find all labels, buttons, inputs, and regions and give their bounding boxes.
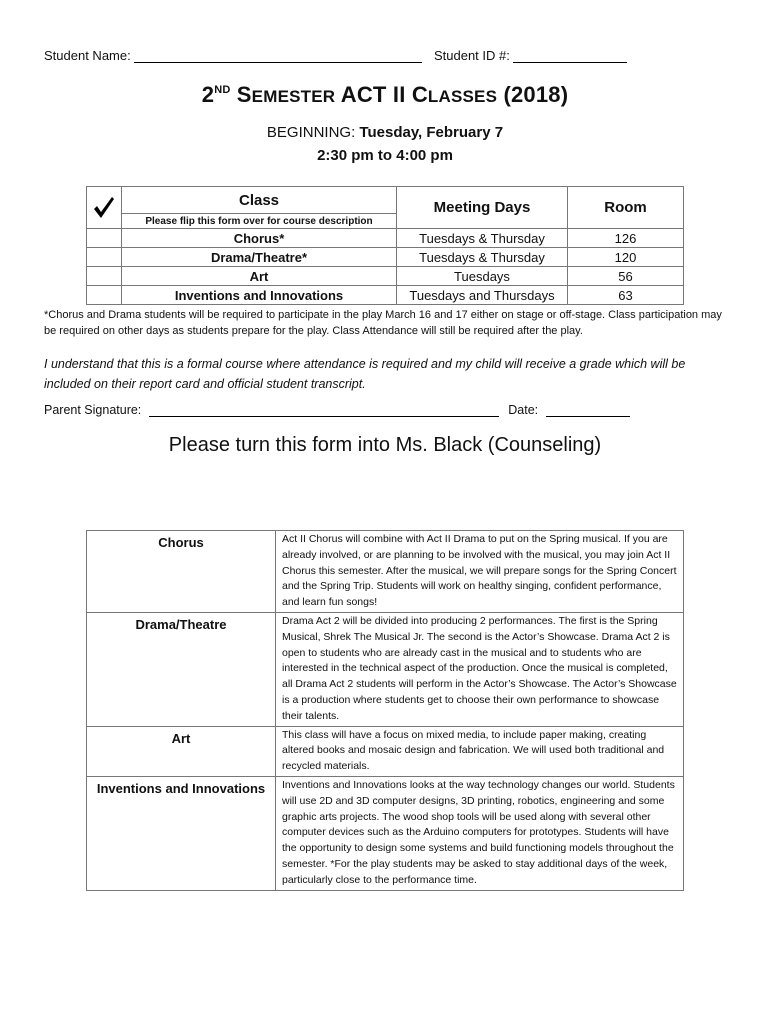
- class-name: Drama/Theatre*: [122, 248, 397, 267]
- student-name-field[interactable]: [134, 48, 422, 63]
- class-time: 2:30 pm to 4:00 pm: [317, 147, 453, 164]
- flip-note: Please flip this form over for course description: [122, 214, 397, 229]
- course-name: Chorus: [87, 531, 276, 613]
- classes-header-row: [87, 187, 684, 214]
- title-superscript: ND: [214, 84, 231, 96]
- class-header: Class: [122, 187, 397, 214]
- chorus-drama-note: *Chorus and Drama students will be required to participate in the play March 16 and 17 either on stage or off-stage. Class participation may be required on other days as students prepare for the play. Class Attendance will still be required after the play.: [44, 309, 722, 337]
- meeting-days: Tuesdays & Thursday: [397, 229, 568, 248]
- title-year: (2018): [503, 82, 569, 107]
- student-info-line: [44, 48, 627, 63]
- course-description: Drama Act 2 will be divided into producing 2 performances. The first is the Spring Musical, Shrek The Musical Jr. The second is the Actor’s Showcase. Drama Act 2 is open to students who are already cast in the musical and to students who are interested in the technical aspect of the production. Once the musical is completed, all Drama Act 2 students will perform in the Actor’s Showcase. The Actor’s Showcase is a production where students get to choose their own performance to showcase their talents.: [276, 612, 684, 726]
- title-word2-initial: C: [411, 82, 428, 107]
- meeting-days: Tuesdays and Thursdays: [397, 286, 568, 305]
- meeting-days-header: Meeting Days: [397, 187, 568, 229]
- table-row: [87, 612, 684, 726]
- title-prefix: 2: [201, 82, 215, 107]
- beginning-date: Tuesday, February 7: [359, 124, 504, 141]
- classes-table: [86, 186, 684, 305]
- course-description: This class will have a focus on mixed media, to include paper making, creating altered books and mosaic design and fabrication. We will used both traditional and recycled materials.: [276, 726, 684, 776]
- class-name: Inventions and Innovations: [122, 286, 397, 305]
- title-act: ACT II: [340, 82, 406, 107]
- table-row: [87, 531, 684, 613]
- parent-signature-field[interactable]: [149, 404, 499, 417]
- beginning-label: BEGINNING:: [266, 124, 356, 141]
- room-number: 63: [568, 286, 684, 305]
- date-field[interactable]: [546, 404, 630, 417]
- checkbox-drama[interactable]: [87, 248, 122, 267]
- checkbox-inventions[interactable]: [87, 286, 122, 305]
- understanding-statement: I understand that this is a formal course where attendance is required and my child will receive a grade which will be included on their report card and official student transcript.: [44, 357, 686, 391]
- room-header: Room: [568, 187, 684, 229]
- class-name: Art: [122, 267, 397, 286]
- table-row: [87, 776, 684, 890]
- meeting-days: Tuesdays: [397, 267, 568, 286]
- table-row: [87, 248, 684, 267]
- room-number: 56: [568, 267, 684, 286]
- beginning-line: [0, 124, 770, 141]
- course-name: Drama/Theatre: [87, 612, 276, 726]
- parent-signature-label: Parent Signature:: [44, 403, 142, 417]
- course-name: Inventions and Innovations: [87, 776, 276, 890]
- date-label: Date:: [508, 403, 539, 417]
- title-word1-initial: S: [236, 82, 252, 107]
- check-header-cell: [87, 187, 122, 229]
- checkmark-icon: [93, 196, 115, 220]
- turn-in-instruction: Please turn this form into Ms. Black (Counseling): [168, 434, 602, 456]
- student-name-label: Student Name:: [44, 48, 131, 63]
- class-name: Chorus*: [122, 229, 397, 248]
- course-name: Art: [87, 726, 276, 776]
- table-row: [87, 726, 684, 776]
- checkbox-chorus[interactable]: [87, 229, 122, 248]
- table-row: [87, 286, 684, 305]
- table-row: [87, 267, 684, 286]
- course-description: Inventions and Innovations looks at the way technology changes our world. Students will use 2D and 3D computer designs, 3D printing, robotics, engineering and some graphic arts projects. The wood shop tools will be used along with several other computer devices such as the Arduino computers for prototypes. Students will have the opportunity to design some systems and build functioning models throughout the semester. *For the play students may be asked to stay additional days of the week, particularly close to the performance time.: [276, 776, 684, 890]
- table-row: [87, 229, 684, 248]
- signature-line: [44, 403, 630, 417]
- title-word1-rest: EMESTER: [251, 87, 336, 106]
- course-description: Act II Chorus will combine with Act II Drama to put on the Spring musical. If you are already involved, or are planning to be involved with the musical, you may join Act II Chorus this semester. After the musical, we will prepare songs for the Spring Concert and the Spring Trip. Students will work on healthy singing, confident performance, and learn fun songs!: [276, 531, 684, 613]
- meeting-days: Tuesdays & Thursday: [397, 248, 568, 267]
- page-title: [0, 82, 770, 108]
- student-id-label: Student ID #:: [433, 48, 510, 63]
- title-word2-rest: LASSES: [427, 87, 498, 106]
- checkbox-art[interactable]: [87, 267, 122, 286]
- course-descriptions-table: [86, 530, 684, 891]
- room-number: 120: [568, 248, 684, 267]
- room-number: 126: [568, 229, 684, 248]
- student-id-field[interactable]: [513, 48, 627, 63]
